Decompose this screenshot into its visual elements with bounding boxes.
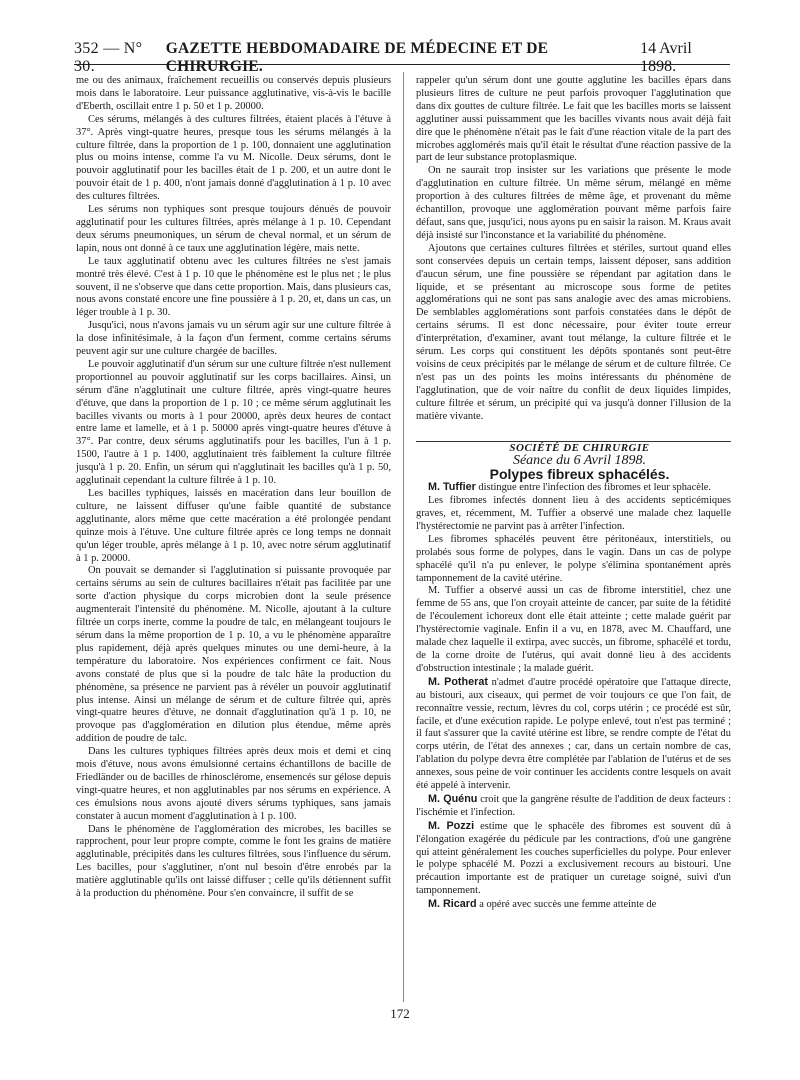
folio-number: 172: [390, 1006, 410, 1021]
article-title: Polypes fibreux sphacélés.: [489, 466, 670, 483]
paragraph: Les fibromes infectés donnent lieu à des accidents septicémiques graves, et, récemment, M. Tuffier a observé une malade chez laquelle l'hystérectomie ne parvint pas à arrêter l'infection.: [416, 495, 731, 532]
paragraph-text: distingue entre l'infection des fibromes et leur sphacèle.: [475, 482, 711, 494]
speaker-name: M. Quénu: [428, 792, 478, 805]
paragraph-text: n'admet d'autre procédé opératoire que l'attaque directe, au bistouri, aux ciseaux, qui permet de voir toujours ce que l'on fait, de reconnaître vessie, rectum, lèvres du col, corps utérin ; ce procédé est sûr, facile, et d'une exécution rapide. Le polype enlevé, tout n'est pas terminé ; il faut s'assurer que la cavité utérine est libre, se rendre compte de l'état du corps utérin, de l'état des annexes ; car, dans un certain nombre de cas, l'ablation du polype devra être complétée par l'ablation de l'utérus et de ses annexes, sous peine de voir continuer les accidents contre lesquels on avait été appelé à intervenir.: [416, 676, 731, 792]
issue-date: 14 Avril 1898.: [640, 40, 692, 75]
paragraph: Jusqu'ici, nous n'avons jamais vu un sérum agir sur une culture filtrée à la dose infinitésimale, à la façon d'un ferment, comme certains sérums peuvent agir sur une culture chargée de bacilles.: [76, 320, 391, 358]
left-column: [76, 75, 391, 901]
paragraph: Le taux agglutinatif obtenu avec les cultures filtrées ne s'est jamais montré très élevé. C'est à 1 p. 10 que le phénomène est le plus net ; le plus souvent, il ne s'observe que dans cette proportion. Mais, dans plusieurs cas, nous avons constaté encore une fine poussière à 1 p. 20, et, dans un cas, un léger trouble à 1 p. 30.: [76, 255, 391, 319]
paragraph: [416, 481, 731, 495]
column-divider: [403, 72, 404, 1002]
paragraph: Dans les cultures typhiques filtrées après deux mois et demi et cinq mois d'étuve, nous avons émulsionné certains échantillons de bacille de Friedländer ou de bacilles de rhinosclérome, ensemencés sur gélose depuis vingt-quatre heures, et non agglutinables par nos sérums en expérience. A ces émulsions nous avons ajouté divers sérums typhiques, sans jamais constater à aucun moment d'agglutination à 1 p. 100.: [76, 746, 391, 822]
paragraph: Les fibromes sphacélés peuvent être péritonéaux, interstitiels, ou prolabés sous forme de polypes, dans le vagin. Dans un cas de polype sphacélé qu'il n'a pu enlever, le polype s'élimina spontanément après tamponnement de la cavité utérine.: [416, 533, 731, 584]
paragraph: Le pouvoir agglutinatif d'un sérum sur une culture filtrée n'est nullement proportionnel au pouvoir agglutinatif sur les corps bacillaires. Ainsi, un sérum d'âne n'agglutinait une culture filtrée, après vingt-quatre heures d'étuve, que dans la proportion de 1 p. 10 ; ce même sérum agglutinait les bacilles vivants ou morts à 1 pour 20000, après deux heures de contact entre lame et lamelle, et à 1 p. 50000 après vingt-quatre heures d'étuve à 37°. Par contre, deux sérums agglutinatifs pour les bacilles, l'un à 1 p. 1500, l'autre à 1 p. 1400, agglutinaient très faiblement la culture filtrée jusqu'à 1 p. 20. Enfin, un sérum qui n'agglutinait les bacilles qu'à 1 p. 50, agglutinait cependant la culture filtrée à 1 p. 10.: [76, 358, 391, 487]
journal-title: GAZETTE HEBDOMADAIRE DE MÉDECINE ET DE CHIRURGIE.: [165, 40, 549, 75]
paragraph: Ajoutons que certaines cultures filtrées et stériles, surtout quand elles sont conservées depuis un certain temps, laissent déposer, sans addition d'aucun sérum, une fine poussière se répendant par agitation dans le liquide, et se présentant au microscope sous forme de petites agglomérations qui ne sont pas sans analogie avec des amas microbiens. De semblables agglomérations sont parfois constatées dans le dépôt de certains sérums. Il est donc nécessaire, pour éviter toute erreur d'interprétation, d'examiner, avant tout mélange, la culture filtrée et le sérum. Les corps qui constituent les dépôts spontanés sont peut-être voisins de ceux précipités par le mélange de sérum et de culture filtrée. Ce n'est pas un des points les moins intéressants du phénomène de l'agglutination, que de voir naître du conflit de deux liquides limpides, culture filtrée et sérum, un précipité qui va jusqu'à donner l'illusion de la matière vivante.: [416, 242, 731, 422]
paragraph: Ces sérums, mélangés à des cultures filtrées, étaient placés à l'étuve à 37°. Après vingt-quatre heures, presque tous les sérums mélangés à la culture filtrée, dans la proportion de 1 p. 100, donnaient une agglutination plus ou moins intense, comme l'a vu M. Nicolle. Deux sérums, dont le pouvoir agglutinatif pour les bacilles était de 1 p. 200, et un autre dont le pouvoir était de 1 p. 400, n'ont jamais donné d'agglutination à 1 p. 10 avec des cultures filtrées.: [76, 113, 391, 203]
paragraph: me ou des animaux, fraîchement recueillis ou conservés depuis plusieurs mois dans le laboratoire. Leur puissance agglutinative, vis-à-vis le bacille d'Eberth, oscillait entre 1 p. 50 et 1 p. 20000.: [76, 75, 391, 112]
paragraph: [416, 793, 731, 820]
paragraph: Les bacilles typhiques, laissés en macération dans leur bouillon de culture, ne laissent diffuser qu'une faible quantité de substance agglutinante, alors même que cette macération a été prolongée pendant quinze mois à l'étuve. Une culture filtrée après ce long temps ne donnait qu'un léger trouble, après mélange à 1 p. 10, avec notre sérum agglutinatif à 1 p. 20000.: [76, 488, 391, 564]
society-heading: SOCIÉTÉ DE CHIRURGIE: [509, 442, 650, 455]
paragraph: [416, 676, 731, 793]
paragraph: Les sérums non typhiques sont presque toujours dénués de pouvoir agglutinatif pour les cultures filtrées, après mélange à 1 p. 10. Cependant deux sérums pneumoniques, un sérum de cheval normal, et un sérum de lapin, nous ont donné à ce taux une agglutination légère, mais nette.: [76, 204, 391, 254]
paragraph: [416, 820, 731, 898]
paragraph: On pouvait se demander si l'agglutination si puissante provoquée par certains sérums au sein de cultures bacillaires n'était pas facilitée par une sorte d'action physique du corps microbien dont la seule présence augmenterait l'intensité du phénomène. M. Nicolle, ajoutant à la culture filtrée un corps inerte, comme la poudre de talc, en mélangeant toujours le sérum dans la même proportion de 1 p. 10, a vu le phénomène apparaître plus rapidement, déjà après quelques minutes ou une demi-heure, à la température du laboratoire. Nos expériences confirment ce fait. Nous avons constaté de plus que si la poudre de talc hâte la production du phénomène, sa présence ne parvient pas à révéler un pouvoir agglutinatif plus intense. Ainsi un mélange de sérum et de culture filtrée qui, après vingt-quatre heures d'étuve, ne donnait d'agglutination qu'à 1 p. 10, ne provoque pas d'agglomération en dilution plus étendue, même après addition de poudre de talc.: [76, 565, 391, 745]
paragraph-text: estime que le sphacèle des fibromes est souvent dû à l'élongation exagérée du pédicule par les contractions, d'où une gangrène qui atteint généralement les couches superficielles du polype. Pour enlever le polype sphacélé M. Pozzi a exclusivement recours au bistouri. Une précaution importante est de pratiquer un curetage soigné, suivi d'un tamponnement.: [416, 820, 731, 897]
page-header: [74, 40, 730, 75]
speaker-name: M. Potherat: [428, 675, 488, 688]
seance-date: Séance du 6 Avril 1898.: [512, 453, 647, 469]
speaker-name: M. Tuffier: [428, 481, 476, 494]
speaker-name: M. Pozzi: [428, 819, 475, 832]
speaker-name: M. Ricard: [428, 898, 477, 911]
paragraph: On ne saurait trop insister sur les variations que présente le mode d'agglutination en culture filtrée. Un même sérum, mélangé en même proportion à des cultures filtrées de même âge, et provenant du même échantillon, provoque une agglomération pouvant même parfois faire défaut, sans que, jusqu'ici, nous ayons pu en saisir la raison. M. Kraus avait déjà insisté sur l'inconstance et la variabilité du phénomène.: [416, 165, 731, 241]
paragraph: [416, 898, 731, 912]
paragraph: rappeler qu'un sérum dont une goutte agglutine les bacilles épars dans plusieurs litres de culture ne peut parfois provoquer l'agglutination que dans dix gouttes de culture filtrée. Le fait que les bacilles morts se laissent agglutiner aussi puissamment que les bacilles vivants nous avait déjà fait dire que le phénomène n'était pas le fait d'une réaction vitale de la part des microbes agglomérés mais qu'il était le résultat d'une réaction passive de la part de leur substance protoplasmique.: [416, 75, 731, 164]
paragraph: Dans le phénomène de l'agglomération des microbes, les bacilles se rapprochent, pour leur propre compte, comme le font les grains de matière agglutinable, précipités dans les cultures filtrées, sous l'influence du sérum. Les bacilles, pour s'agglutiner, n'ont nul besoin d'être enrobés par la matière agglutinable qu'ils ont laissé diffuser ; celle qu'ils détiennent suffit à la production du phénomène. Pour s'en convaincre, il suffit de se: [76, 823, 391, 900]
paragraph-text: croit que la gangrène résulte de l'addition de deux facteurs : l'ischémie et l'infection.: [416, 793, 731, 818]
paragraph: M. Tuffier a observé aussi un cas de fibrome interstitiel, chez une femme de 55 ans, que l'on croyait atteinte de cancer, par suite de la fétidité de l'écoulement ichoreux dont elle était atteinte ; cette malade guérit par l'hystérectomie vaginale. Enfin il a vu, en 1878, avec M. Chauffard, une malade chez laquelle il extirpa, avec succès, un fibrome, sphacélé et tordu, de la corne droite de l'utérus, qui avait donné lieu à des accidents d'obstruction intestinale ; la malade guérit.: [416, 585, 731, 674]
page-number: 352 — N° 30.: [74, 40, 143, 75]
right-column: [416, 75, 731, 912]
paragraph-text: a opéré avec succès une femme atteinte de: [476, 899, 657, 911]
